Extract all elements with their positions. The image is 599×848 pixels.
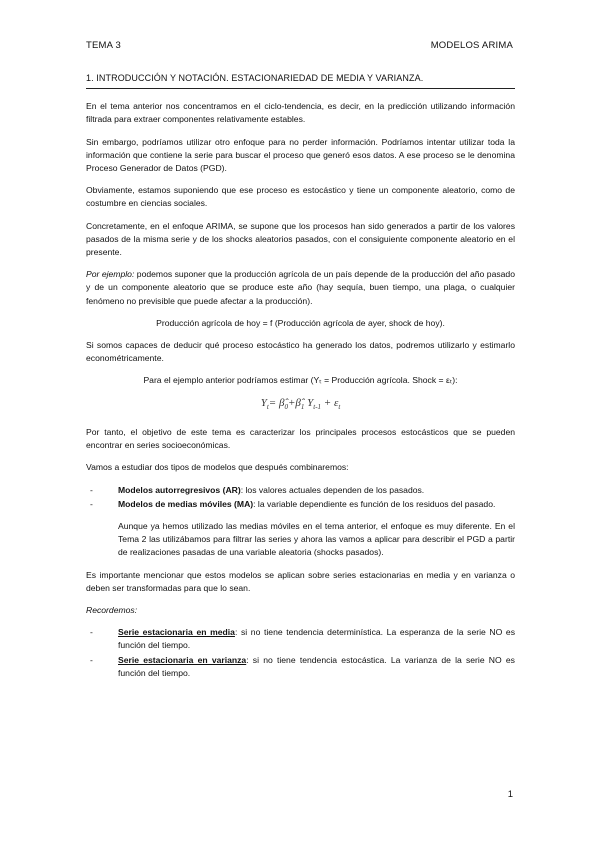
paragraph-11: Aunque ya hemos utilizado las medias móviles en el tema anterior, el enfoque es muy diferente. En el Tema 2 las utilizábamos para filtrar las series y ahora las vamos a aplicar para describir el PGD a partir de realizaciones pasadas de una variable aleatoria (shocks pasados). — [118, 521, 515, 558]
eq-y-sub: t — [266, 402, 269, 411]
eq-y: Y — [260, 396, 267, 409]
section-title: 1. INTRODUCCIÓN Y NOTACIÓN. ESTACIONARIEDAD DE MEDIA Y VARIANZA. — [86, 72, 515, 89]
example-text: podemos suponer que la producción agrícola de un país depende de la producción del año pasado y de un componente aleatorio que se produce este año (hay sequía, buen tiempo, una plaga, o cualquier fenómeno no previsible que puede afectar a la producción). — [86, 269, 515, 306]
paragraph-5 — [86, 268, 515, 308]
recall-title: Serie estacionaria en media — [118, 627, 235, 638]
paragraph-10: Vamos a estudiar dos tipos de modelos que después combinaremos: — [86, 462, 349, 473]
equation — [86, 397, 515, 414]
recall-text: : si no tiene tendencia determinística. La esperanza de la serie NO es función del tiempo. — [118, 627, 516, 651]
paragraph-9: Por tanto, el objetivo de este tema es caracterizar los principales procesos estocásticos que se pueden encontrar en series socioeconómicas. — [86, 427, 515, 451]
list-item — [86, 654, 515, 680]
eq-beta1-sub: 1 — [300, 402, 305, 411]
paragraph-8: Para el ejemplo anterior podríamos estimar (Yₜ = Producción agrícola. Shock = εₜ): — [143, 375, 458, 386]
paragraph-13: Recordemos: — [86, 605, 138, 616]
eq-beta0-sub: 0 — [284, 402, 288, 411]
eq-epsilon-sub: t — [338, 402, 341, 411]
list-item — [86, 626, 515, 652]
paragraph-1: En el tema anterior nos concentramos en el ciclo-tendencia, es decir, en la predicción utilizando información filtrada para extraer componentes relativamente estables. — [86, 101, 515, 125]
eq-plus: + — [287, 396, 296, 409]
list-bullet: - — [90, 484, 93, 495]
list-bullet: - — [90, 627, 93, 638]
list-item — [86, 484, 515, 497]
eq-beta0: β̂ — [278, 396, 285, 409]
eq-equals: = — [268, 396, 279, 409]
model-text: : la variable dependiente es función de los residuos del pasado. — [253, 498, 496, 509]
eq-y-lag: Y — [304, 396, 314, 409]
paragraph-7: Si somos capaces de deducir qué proceso estocástico ha generado los datos, podremos utilizarlo y estimarlo econométricamente. — [86, 340, 515, 364]
list-bullet: - — [90, 654, 93, 665]
eq-epsilon: ε — [333, 396, 339, 409]
header-left: TEMA 3 — [86, 40, 121, 51]
list-item — [86, 498, 515, 511]
page-number: 1 — [507, 789, 513, 800]
header-right: MODELOS ARIMA — [430, 40, 513, 51]
recall-text: : si no tiene tendencia estocástica. La varianza de la serie NO es función del tiempo. — [118, 654, 515, 678]
list-bullet: - — [90, 498, 93, 509]
paragraph-4: Concretamente, en el enfoque ARIMA, se supone que los procesos han sido generados a partir de los valores pasados de la misma serie y de los shocks aleatorios pasados, con el consiguiente componente aleatorio en el presente. — [86, 220, 515, 258]
recall-list — [86, 626, 515, 680]
eq-beta1: β̂ — [295, 396, 301, 409]
eq-plus2: + — [321, 396, 334, 409]
paragraph-12: Es importante mencionar que estos modelos se aplican sobre series estacionarias en media y en varianza o deben ser transformadas para que lo sean. — [86, 569, 515, 593]
model-title: Modelos de medias móviles (MA) — [118, 498, 254, 509]
eq-y-lag-sub: t-1 — [313, 402, 322, 411]
recall-title: Serie estacionaria en varianza — [118, 654, 247, 665]
model-title: Modelos autorregresivos (AR) — [118, 484, 241, 495]
paragraph-6: Producción agrícola de hoy = f (Producción agrícola de ayer, shock de hoy). — [156, 317, 445, 328]
document-body — [86, 72, 515, 689]
paragraph-2: Sin embargo, podríamos utilizar otro enfoque para no perder información. Podríamos intentar utilizar toda la información que contiene la serie para buscar el proceso que generó esos datos. A ese proceso se le denomina Proceso Generador de Datos (PGD). — [86, 136, 515, 174]
paragraph-3: Obviamente, estamos suponiendo que ese proceso es estocástico y tiene un componente aleatorio, como de costumbre en ciencias sociales. — [86, 185, 515, 209]
example-label: Por ejemplo: — [86, 269, 135, 280]
models-list — [86, 484, 515, 511]
model-text: : los valores actuales dependen de los pasados. — [240, 484, 425, 495]
